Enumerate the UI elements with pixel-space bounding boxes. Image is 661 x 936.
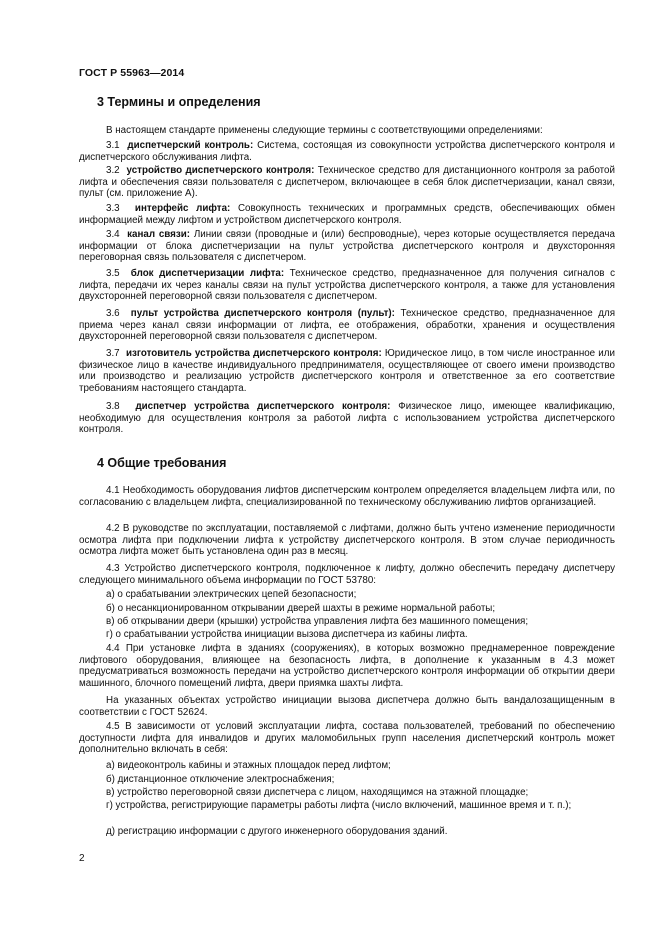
term-3-2: 3.2 устройство диспетчерского контроля: Техническое средство для дистанционного контроля за работой лифта и обеспечения связи пользователя с диспетчером, включающее в себя блок диспетчеризации, канал связи, пульт (см. приложение А). xyxy=(79,165,615,199)
clause-4-4-continuation: На указанных объектах устройство инициации вызова диспетчера должно быть вандалозащищенным в соответствии с ГОСТ 52624. xyxy=(79,695,615,718)
list-item-4-5-g: г) устройства, регистрирующие параметры работы лифта (число включений, машинное время и т. п.); xyxy=(106,800,572,811)
term-3-7: 3.7 изготовитель устройства диспетчерского контроля: Юридическое лицо, в том числе иностранное или физическое лицо в качестве индивидуального предпринимателя, осуществляющее от своего имени производство или производство и реализацию устройств диспетчерского контроля и ответственное за его соответствие требованиям настоящего стандарта. xyxy=(79,348,615,394)
section-3-intro: В настоящем стандарте применены следующие термины с соответствующими определениями: xyxy=(106,125,543,136)
clause-4-3: 4.3 Устройство диспетчерского контроля, подключенное к лифту, должно обеспечить передачу диспетчеру следующего минимального объема информации по ГОСТ 53780: xyxy=(79,563,615,586)
list-item-4-3-b: б) о несанкционированном открывании дверей шахты в режиме нормальной работы; xyxy=(106,603,496,614)
term-3-1: 3.1 диспетчерский контроль: Система, состоящая из совокупности устройства диспетчерского контроля и диспетчерского обслуживания лифта. xyxy=(79,140,615,163)
list-item-4-5-b: б) дистанционное отключение электроснабжения; xyxy=(106,774,335,785)
clause-4-5: 4.5 В зависимости от условий эксплуатации лифта, состава пользователей, требований по обеспечению доступности лифта для инвалидов и других маломобильных групп населения диспетчерский контроль может дополнительно включать в себя: xyxy=(79,721,615,755)
document-header: ГОСТ Р 55963—2014 xyxy=(79,67,185,79)
term-3-8: 3.8 диспетчер устройства диспетчерского контроля: Физическое лицо, имеющее квалификацию, необходимую для осуществления контроля за работой лифта с использованием устройства диспетчерского контроля. xyxy=(79,401,615,435)
term-3-6: 3.6 пульт устройства диспетчерского контроля (пульт): Техническое средство, предназначенное для приема через канал связи информации от лифта, ее отображения, обработки, хранения и осуществления двухсторонней переговорной связи пользователя с диспетчером. xyxy=(79,308,615,342)
list-item-4-5-a: а) видеоконтроль кабины и этажных площадок перед лифтом; xyxy=(106,760,391,771)
clause-4-1: 4.1 Необходимость оборудования лифтов диспетчерским контролем определяется владельцем лифта или, по согласованию с владельцем лифта, специализированной по техническому обслуживанию лифтов организацией. xyxy=(79,485,615,508)
section-4-heading: 4 Общие требования xyxy=(97,456,227,470)
list-item-4-3-g: г) о срабатывании устройства инициации вызова диспетчера из кабины лифта. xyxy=(106,629,468,640)
list-item-4-3-v: в) об открывании двери (крышки) устройства управления лифта без машинного помещения; xyxy=(106,616,529,627)
clause-4-2: 4.2 В руководстве по эксплуатации, поставляемой с лифтами, должно быть учтено изменение периодичности осмотра лифта при подключении лифта к устройству диспетчерского контроля. В этом случае периодичность осмотра лифта может быть установлена один раз в месяц. xyxy=(79,523,615,557)
list-item-4-5-v: в) устройство переговорной связи диспетчера с лицом, находящимся на этажной площадке; xyxy=(106,787,529,798)
term-3-3: 3.3 интерфейс лифта: Совокупность технических и программных средств, обеспечивающих обмен информацией между лифтом и устройством диспетчерского контроля. xyxy=(79,203,615,226)
list-item-4-3-a: а) о срабатывании электрических цепей безопасности; xyxy=(106,589,357,600)
clause-4-4: 4.4 При установке лифта в зданиях (сооружениях), в которых возможно преднамеренное повреждение лифтового оборудования, влияющее на безопасность лифта, в дополнение к указанным в 4.3 может предусматриваться возможность передачи на устройство диспетчерского контроля информации об открытии двери машинного, блочного помещений лифта, двери приямка шахты лифта. xyxy=(79,643,615,689)
term-3-4: 3.4 канал связи: Линии связи (проводные и (или) беспроводные), через которые осуществляется передача информации от блока диспетчеризации на пульт устройства диспетчерского контроля и двухсторонняя переговорная связь пользователя с диспетчером. xyxy=(79,229,615,263)
page-number: 2 xyxy=(79,853,85,864)
list-item-4-5-d: д) регистрацию информации с другого инженерного оборудования зданий. xyxy=(106,826,448,837)
section-3-heading: 3 Термины и определения xyxy=(97,95,261,109)
term-3-5: 3.5 блок диспетчеризации лифта: Техническое средство, предназначенное для получения сигналов с лифта, передачи их через каналы связи на пульт устройства диспетчерского контроля, а также для установления двухсторонней переговорной связи пользователя с диспетчером. xyxy=(79,268,615,302)
